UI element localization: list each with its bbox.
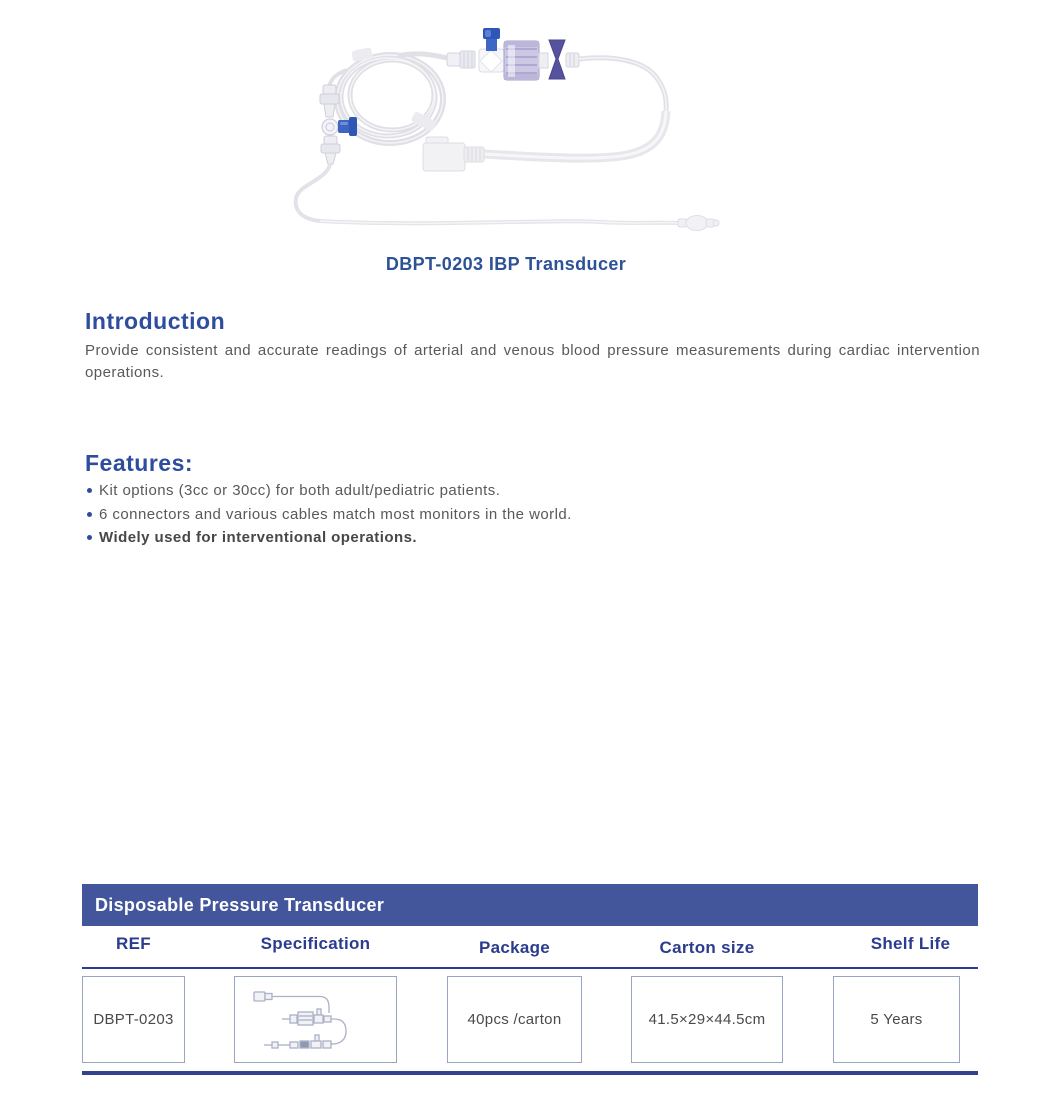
cell-ref: DBPT-0203 [82,976,185,1063]
column-header-ref: REF [116,934,151,953]
product-photo [0,0,1060,250]
ibp-transducer-photo-illustration [0,0,1060,250]
feature-item: 6 connectors and various cables match most monitors in the world. [85,503,980,527]
feature-list [85,479,980,550]
features-section [85,448,980,550]
column-header-package: Package [478,938,551,957]
features-heading: Features: [85,450,194,476]
table-title: Disposable Pressure Transducer [82,884,978,926]
introduction-section [85,306,980,384]
specification-line-diagram [241,980,391,1060]
table-header-row [82,926,978,969]
cell-package: 40pcs /carton [447,976,582,1063]
cell-specification [234,976,397,1063]
column-header-specification: Specification [260,934,371,953]
cell-carton-size: 41.5×29×44.5cm [631,976,783,1063]
specification-table [82,884,978,1075]
column-header-shelf-life: Shelf Life [870,934,951,953]
introduction-heading: Introduction [85,308,226,334]
table-row [82,969,978,1075]
product-caption: DBPT-0203 IBP Transducer [385,254,627,274]
introduction-body: Provide consistent and accurate readings of arterial and venous blood pressure measurements during cardiac intervention operations. [85,342,980,381]
cell-shelf-life: 5 Years [833,976,960,1063]
column-header-carton-size: Carton size [659,938,755,957]
feature-item: Widely used for interventional operations. [85,526,980,550]
feature-item: Kit options (3cc or 30cc) for both adult/pediatric patients. [85,479,980,503]
